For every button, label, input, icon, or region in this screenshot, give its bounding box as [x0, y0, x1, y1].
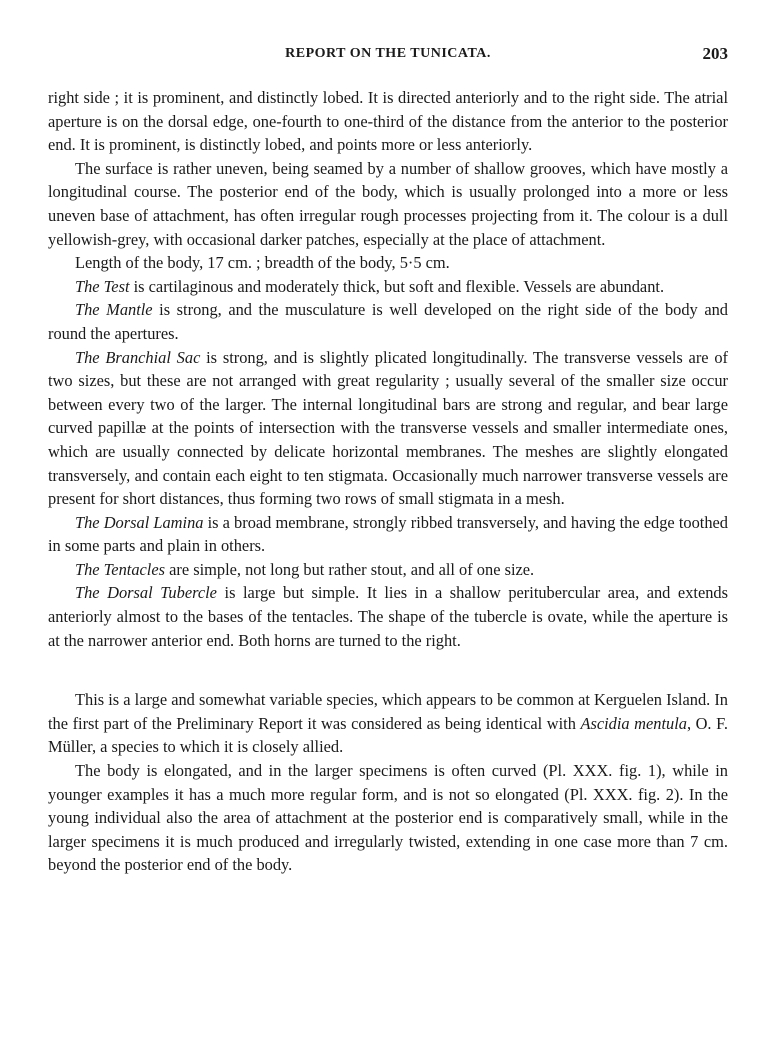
paragraph: [48, 298, 728, 345]
paragraph: [48, 86, 728, 157]
paragraph: [48, 275, 728, 299]
italic-term: The Branchial Sac: [75, 347, 201, 367]
text-run: This is a large and somewhat variable species, which appears to be common at Kerguelen Island. In the first part of the Preliminary Report it was considered as being identical with: [48, 690, 728, 733]
italic-term: The Tentacles: [75, 559, 165, 579]
paragraph: [48, 346, 728, 511]
paragraph: [48, 251, 728, 275]
text-run: is strong, and is slightly plicated longitudinally. The transverse vessels are of two sizes, but these are not arranged with great regularity ; usually several of the smaller size occur between every two of the larger. The internal longitudinal bars are strong and regular, and bear large curved papillæ at the points of intersection with the transverse vessels and smaller intermediate ones, which are usually connected by delicate horizontal membranes. The meshes are slightly elongated transversely, and contain each eight to ten stigmata. Occasionally much narrower transverse vessels are present for short distances, thus forming two rows of small stigmata in a mesh.: [48, 347, 728, 509]
paragraph: [48, 558, 728, 582]
text-run: is a broad membrane, strongly ribbed transversely, and having the edge toothed in some parts and plain in others.: [48, 512, 728, 556]
paragraph: [48, 511, 728, 558]
italic-term: The Mantle: [75, 300, 153, 320]
page-number: 203: [702, 44, 728, 63]
text-run: The body is elongated, and in the larger specimens is often curved (Pl. XXX. fig. 1), while in younger examples it has a much more regular form, and is not so elongated (Pl. XXX. fig. 2). In the young individual also the area of attachment at the posterior end is comparatively small, while in the larger specimens it is much produced and irregularly twisted, extending in one case more than 7 cm. beyond the posterior end of the body.: [48, 761, 728, 875]
body-text: [48, 86, 728, 877]
paragraph: [48, 157, 728, 251]
text-run: is large but simple. It lies in a shallow peritubercular area, and extends anteriorly almost to the bases of the tentacles. The shape of the tubercle is ovate, while the aperture is at the narrower anterior end. Both horns are turned to the right.: [48, 583, 728, 650]
running-head: REPORT ON THE TUNICATA.: [285, 46, 491, 61]
text-run: The surface is rather uneven, being seamed by a number of shallow grooves, which have mostly a longitudinal course. The posterior end of the body, which is usually prolonged into a more or less uneven base of attachment, has often irregular rough processes projecting from it. The colour is a dull yellowish-grey, with occasional darker patches, especially at the place of attachment.: [48, 158, 728, 249]
paragraph: [48, 688, 728, 759]
text-run: right side ; it is prominent, and distinctly lobed. It is directed anteriorly and to the right side. The atrial aperture is on the dorsal edge, one-fourth to one-third of the distance from the anterior to the posterior end. It is prominent, is distinctly lobed, and points more or less anteriorly.: [48, 88, 728, 155]
italic-term: The Dorsal Lamina: [75, 512, 204, 532]
italic-term: Ascidia mentula: [580, 713, 687, 733]
text-run: is cartilaginous and moderately thick, but soft and flexible. Vessels are abundant.: [129, 276, 665, 296]
page-header: [48, 44, 728, 68]
paragraph: [48, 759, 728, 877]
italic-term: The Test: [75, 276, 130, 296]
text-run: is strong, and the musculature is well developed on the right side of the body and round the apertures.: [48, 300, 728, 343]
text-run: , O. F. Müller, a species to which it is closely allied.: [48, 713, 728, 757]
italic-term: The Dorsal Tubercle: [75, 583, 217, 603]
paragraph: [48, 581, 728, 652]
text-run: Length of the body, 17 cm. ; breadth of the body, 5·5 cm.: [75, 253, 450, 273]
text-run: are simple, not long but rather stout, and all of one size.: [165, 559, 535, 579]
